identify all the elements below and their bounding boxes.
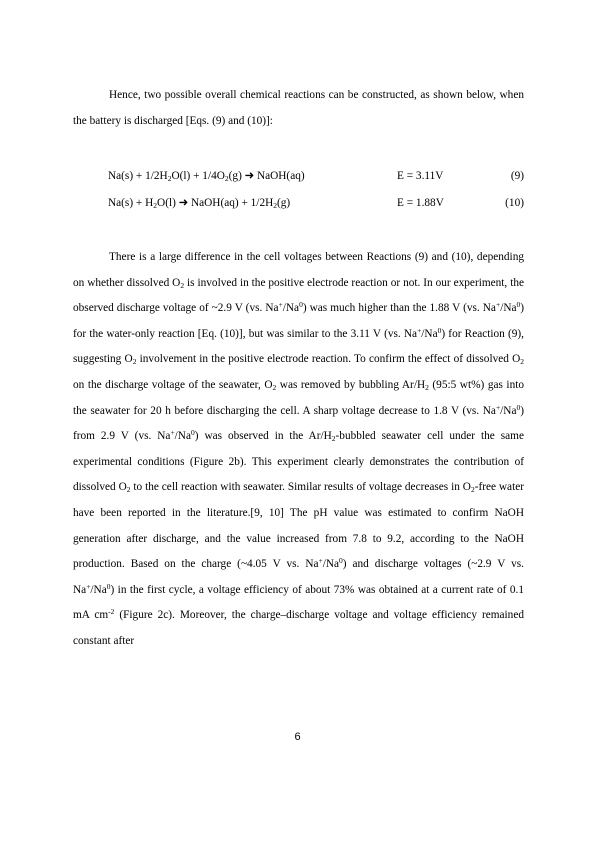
paragraph-intro: Hence, two possible overall chemical reactions can be constructed, as shown below, when the battery is discharged [Eqs. (9) and (10)]: xyxy=(73,89,524,127)
equation-9-number: (9) xyxy=(510,170,524,182)
equation-9 xyxy=(108,168,524,184)
equation-10-number: (10) xyxy=(505,197,524,209)
equation-9-reaction: $Na(s) + 1/2H_2O(l) + 1/4O_2(g)$ ➜ NaOH(aq) xyxy=(108,170,305,183)
equation-10-potential: E = 1.88V xyxy=(397,197,444,209)
equation-10 xyxy=(108,195,524,211)
paragraph-discussion: There is a large difference in the cell voltages between Reactions (9) and (10), depending on whether dissolved $O_2$ is involved in the positive electrode reaction or not. In our experiment, the observed discharge voltage of ~2.9 V (vs. Na+/Na$^0$) was much higher than the 1.88 V (vs. Na+/Na$^0$) for the water-only reaction [Eq. (10)], but was similar to the 3.11 V (vs. Na+/Na$^0$) for Reaction (9), suggesting $O_2$ involvement in the positive electrode reaction. To confirm the effect of dissolved $O_2$ on the discharge voltage of the seawater, $O_2$ was removed by bubbling $Ar/H_2$ (95:5 wt%) gas into the seawater for 20 h before discharging the cell. A sharp voltage decrease to 1.8 V (vs. Na+/Na$^0$) from 2.9 V (vs. Na+/Na$^0$) was observed in the $Ar/H_2$-bubbled seawater cell under the same experimental conditions (Figure 2b). This experiment clearly demonstrates the contribution of dissolved $O_2$ to the cell reaction with seawater. Similar results of voltage decreases in $O_2$-free water have been reported in the literature.[9, 10] The pH value was estimated to confirm NaOH generation after discharge, and the value increased from 7.8 to 9.2, according to the NaOH production. Based on the charge (~4.05 V vs. Na+/Na$^0$) and discharge voltages (~2.9 V vs. Na+/Na$^0$) in the first cycle, a voltage efficiency of about 73% was obtained at a current rate of 0.1 mA $cm^{-2}$ (Figure 2c). Moreover, the charge–discharge voltage and voltage efficiency remained constant after xyxy=(73,251,525,647)
equation-9-potential: E = 3.11V xyxy=(397,170,444,182)
equation-10-reaction: $Na(s) + H_2O(l)$ ➜ NaOH(aq) + $1/2H_2(g)$ xyxy=(108,197,291,210)
page-number: 6 xyxy=(294,731,301,743)
